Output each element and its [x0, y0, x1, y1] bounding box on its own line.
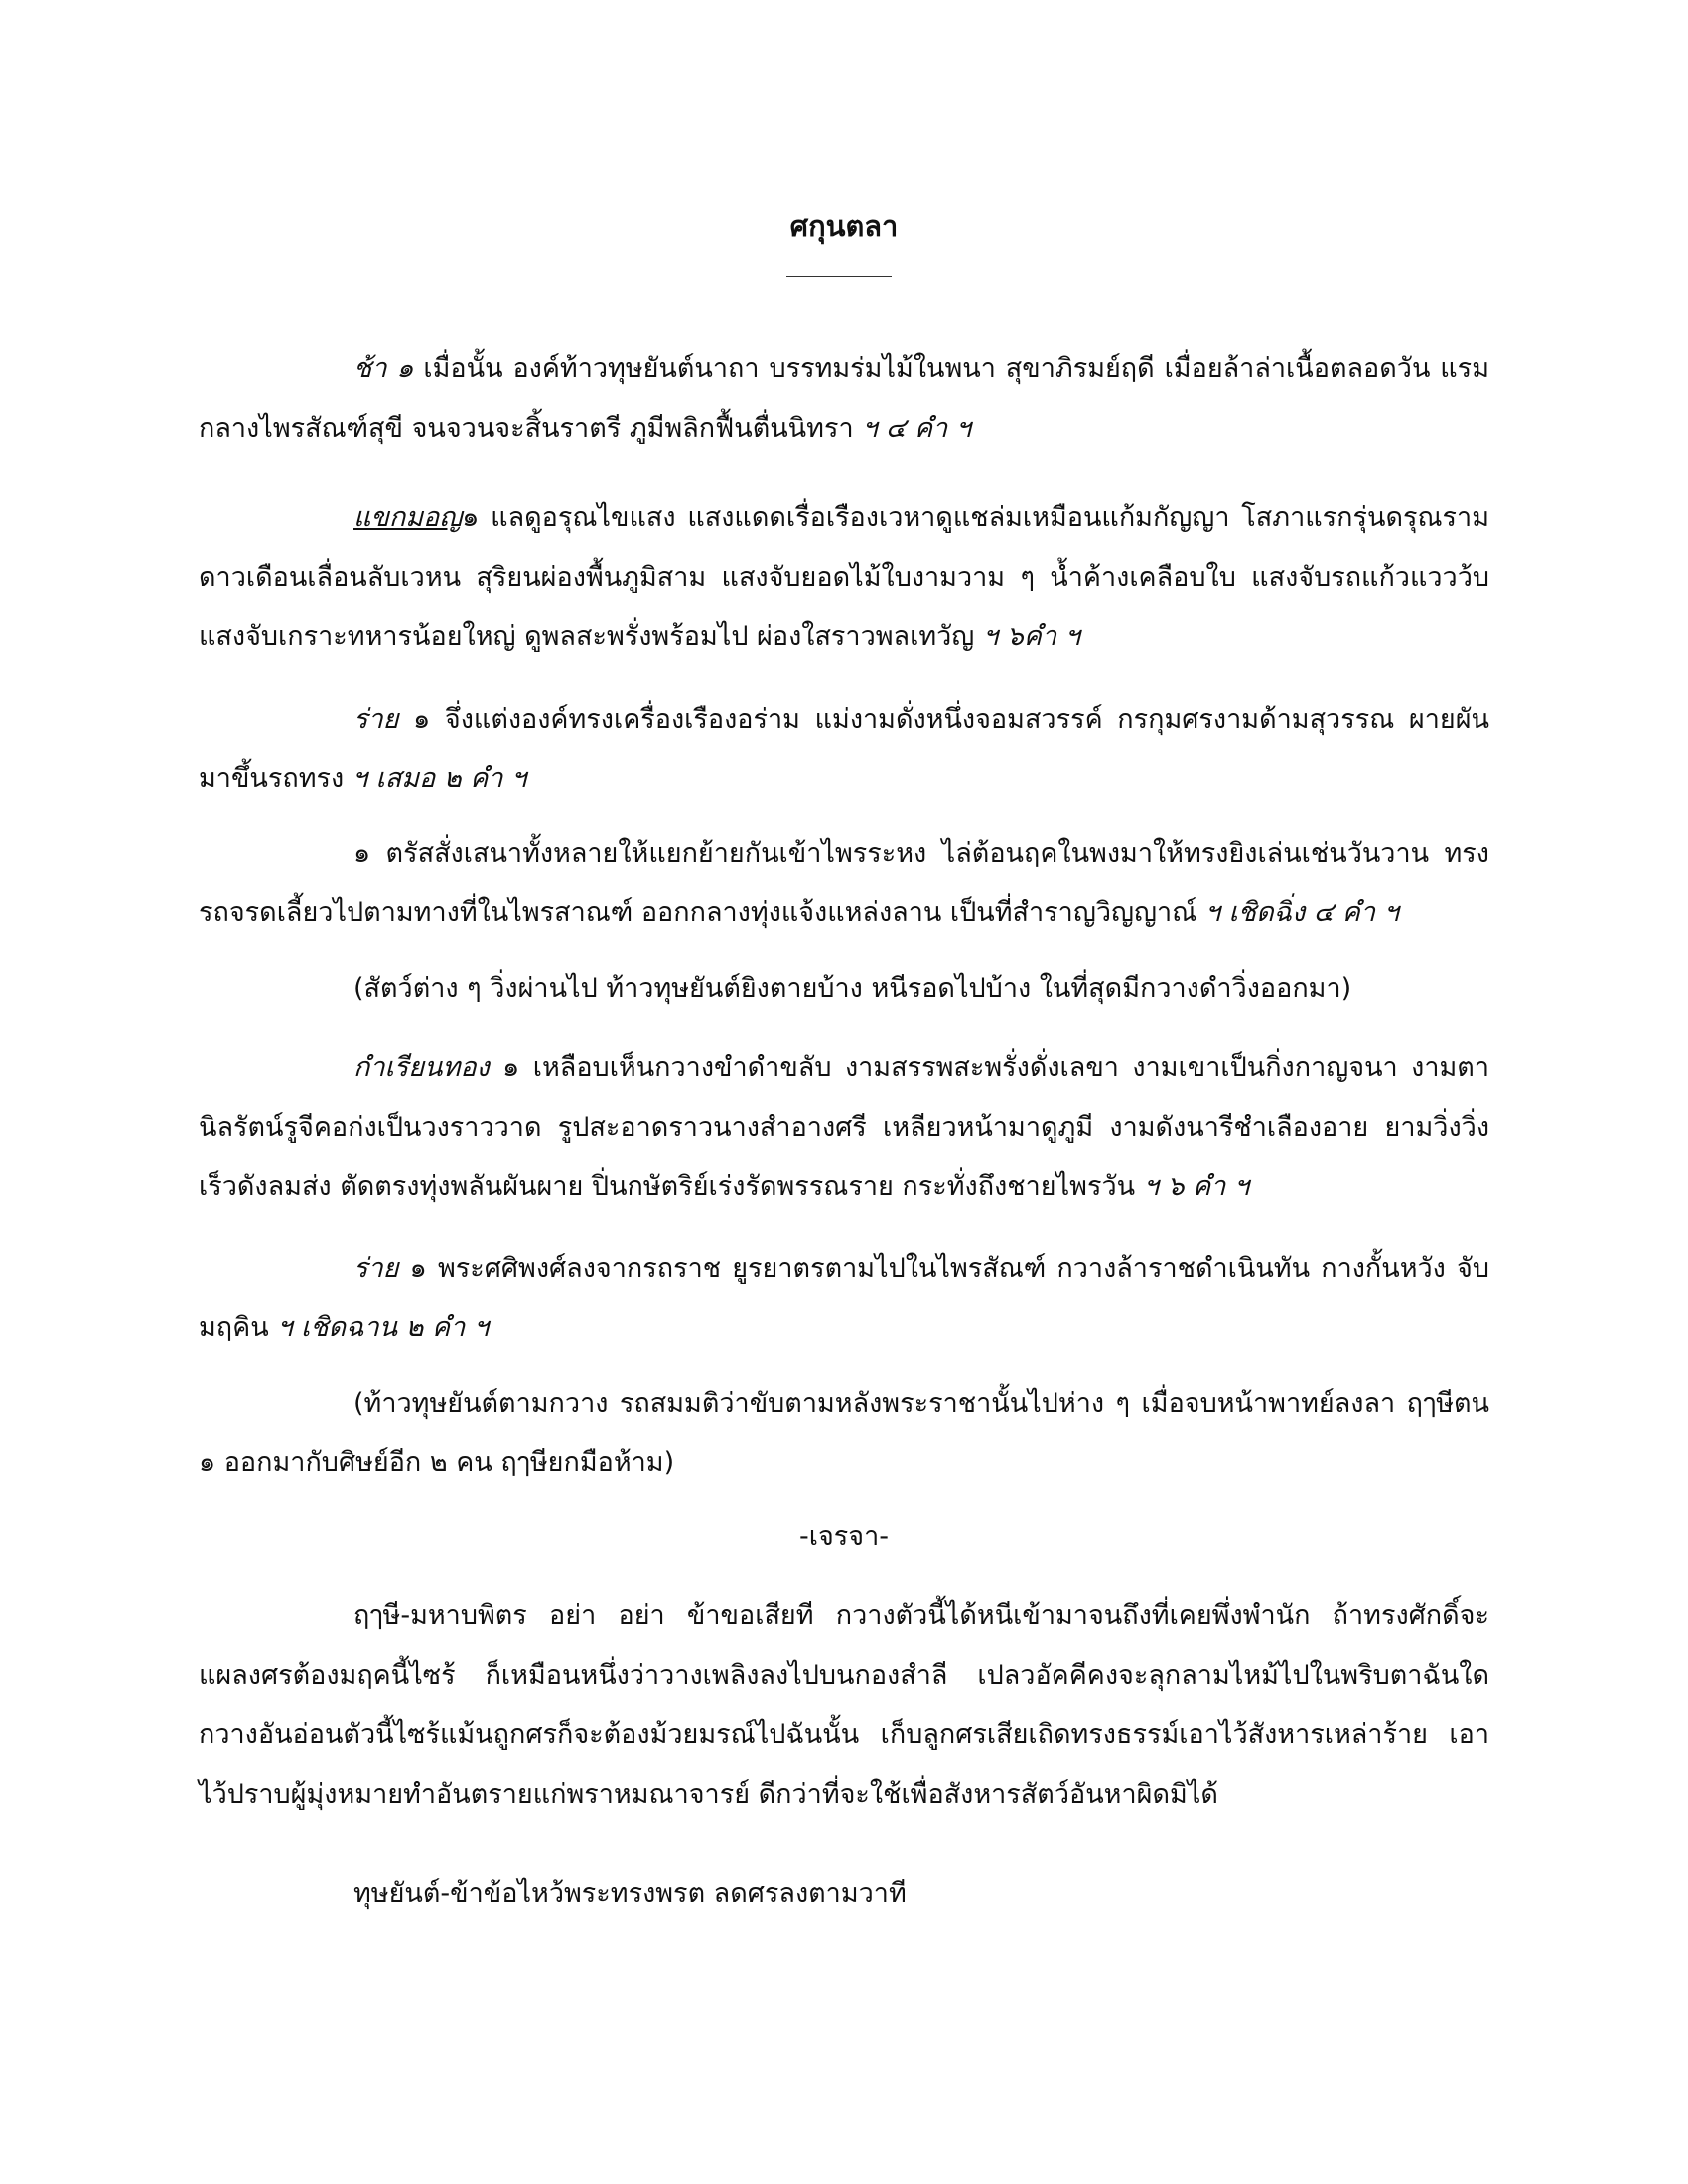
verse-number: ๑ [489, 1052, 520, 1083]
tune-name: แขกมอญ [353, 502, 463, 533]
dialogue-king [199, 1864, 1489, 1924]
title-underline-divider [786, 276, 892, 277]
verse-paragraph-4 [199, 824, 1489, 943]
stage-direction-2 [199, 1374, 1489, 1493]
verse-paragraph-3 [199, 690, 1489, 809]
verse-count: ฯ เชิดฉาน ๒ คำ ฯ [277, 1312, 490, 1343]
verse-count: ฯ เสมอ ๒ คำ ฯ [352, 763, 527, 794]
verse-count: ฯ ๖ คำ ฯ [1143, 1171, 1250, 1202]
verse-paragraph-6 [199, 1239, 1489, 1358]
tune-name: กำเรียนทอง [353, 1052, 490, 1083]
verse-paragraph-5 [199, 1038, 1489, 1217]
verse-number: ๑ [398, 1253, 427, 1284]
page-title: ศกุนตลา [789, 209, 899, 243]
section-label-dialogue [199, 1507, 1489, 1567]
verse-text: ๑ ตรัสสั่งเสนาทั้งหลายให้แยกย้ายกันเข้าไพรระหง ไล่ต้อนฤคในพงมาให้ทรงยิงเล่นเช่นวันวาน ทรง รถจรดเลี้ยวไปตามทางที่ในไพรสาณฑ์ ออกกลางทุ่งแจ้งแหล่งลาน เป็นที่สำราญวิญญาณ์ [199, 838, 1489, 928]
dialogue-text: ทุษยันต์-ข้าข้อไหว้พระทรงพรต ลดศรลงตามวาที [353, 1878, 907, 1909]
verse-text: เหลือบเห็นกวางขำดำขลับ งามสรรพสะพรั่งดั่งเลขา งามเขาเป็นกิ่งกาญจนา งามตา นิลรัตน์รูจีคอก่งเป็นวงราววาด รูปสะอาดราวนางสำอางศรี เหลียวหน้ามาดูภูมี งามดังนารีชำเลืองอาย ยามวิ่งวิ่ง เร็วดังลมส่ง ตัดตรงทุ่งพลันผันผาย ปิ่นกษัตริย์เร่งรัดพรรณราย กระทั่งถึงชายไพรวัน [199, 1052, 1489, 1202]
stage-direction-1 [199, 959, 1489, 1019]
verse-text: พระศศิพงศ์ลงจากรถราช ยูรยาตรตามไปในไพรสัณฑ์ กวางล้าราชดำเนินทัน กางกั้นหวัง จับมฤคิน [199, 1253, 1489, 1343]
tune-name: ร่าย [353, 704, 399, 735]
verse-paragraph-1 [199, 340, 1489, 459]
dialogue-hermit [199, 1586, 1489, 1825]
verse-number: ๑ [398, 704, 431, 735]
verse-count: ฯ ๖คำ ฯ [982, 621, 1080, 652]
verse-number: ๑ [462, 502, 480, 533]
verse-count: ฯ เชิดฉิ่ง ๔ คำ ฯ [1204, 897, 1399, 928]
verse-text: จึ่งแต่งองค์ทรงเครื่องเรืองอร่าม แม่งามดั่งหนึ่งจอมสวรรค์ กรกุมศรงามด้ามสุวรรณ ผายผัน มาขึ้นรถทรง [199, 704, 1489, 794]
verse-text: เมื่อนั้น องค์ท้าวทุษยันต์นาถา บรรทมร่มไม้ในพนา สุขาภิรมย์ฤดี เมื่อยล้าล่าเนื้อตลอดวัน แรมกลางไพรสัณฑ์สุขี จนจวนจะสิ้นราตรี ภูมีพลิกฟื้นตื่นนิทรา [199, 353, 1489, 444]
stage-direction-text: (สัตว์ต่าง ๆ วิ่งผ่านไป ท้าวทุษยันต์ยิงตายบ้าง หนีรอดไปบ้าง ในที่สุดมีกวางดำวิ่งออกมา) [353, 973, 1352, 1004]
dialogue-text: ฤๅษี-มหาบพิตร อย่า อย่า ข้าขอเสียที กวางตัวนี้ได้หนีเข้ามาจนถึงที่เคยพึ่งพำนัก ถ้าทรงศักดิ์จะ แผลงศรต้องมฤคนี้ไซร้ ก็เหมือนหนึ่งว่าวางเพลิงลงไปบนกองสำลี เปลวอัคคีคงจะลุกลามไหม้ไปในพริบตาฉันใด กวางอันอ่อนตัวนี้ไซร้แม้นถูกศรก็จะต้องม้วยมรณ์ไปฉันนั้น เก็บลูกศรเสียเถิดทรงธรรม์เอาไว้สังหารเหล่าร้าย เอาไว้ปราบผู้มุ่งหมายทำอันตรายแก่พราหมณาจารย์ ดีกว่าที่จะใช้เพื่อสังหารสัตว์อันหาผิดมิได้ [199, 1600, 1489, 1810]
verse-paragraph-2 [199, 488, 1489, 667]
verse-count: ฯ ๔ คำ ฯ [862, 413, 971, 444]
verse-text: แลดูอรุณไขแสง แสงแดดเรื่อเรืองเวหาดูแชล่มเหมือนแก้มกัญญา โสภาแรกรุ่นดรุณราม ดาวเดือนเลื่อนลับเวหน สุริยนผ่องพื้นภูมิสาม แสงจับยอดไม้ใบงามวาม ๆ น้ำค้างเคลือบใบ แสงจับรถแก้วแววว้บ แสงจับเกราะทหารน้อยใหญ่ ดูพลสะพรั่งพร้อมไป ผ่องใสราวพลเทวัญ [199, 502, 1489, 652]
stage-direction-text: (ท้าวทุษยันต์ตามกวาง รถสมมติว่าขับตามหลังพระราชานั้นไปห่าง ๆ เมื่อจบหน้าพาทย์ลงลา ฤๅษีตน ๑ ออกมากับศิษย์อีก ๒ คน ฤๅษียกมือห้าม) [199, 1388, 1489, 1478]
section-label-text: -เจรจา- [798, 1521, 890, 1552]
tune-name: ร่าย [353, 1253, 399, 1284]
tune-name: ช้า ๑ [353, 353, 414, 384]
